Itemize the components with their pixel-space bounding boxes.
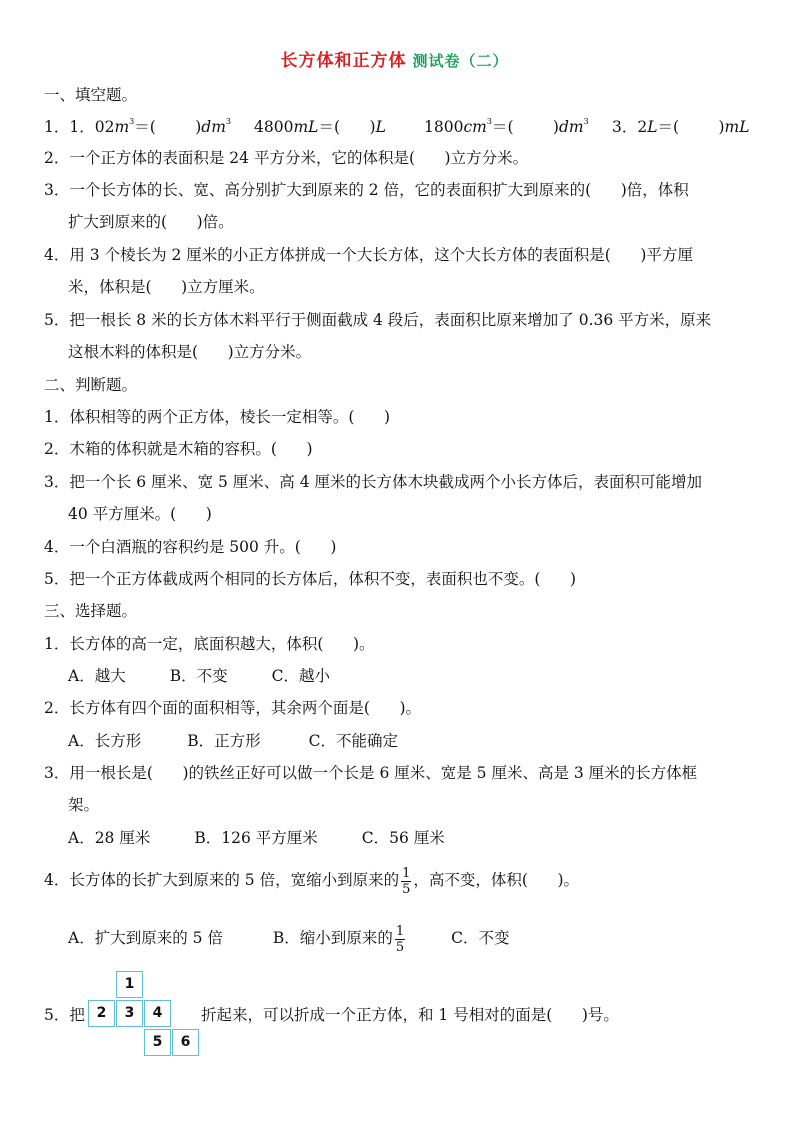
net-face-3: 3: [116, 1000, 143, 1027]
choice-q4: [44, 862, 579, 898]
fill-q4-line1: 4．用 3 个棱长为 2 厘米的小正方体拼成一个大长方体，这个大长方体的表面积是( )平方厘: [44, 246, 693, 264]
fill-q1-num: 1．: [44, 118, 70, 136]
page-title: [0, 46, 789, 71]
section-fill-heading: 一、填空题。: [44, 86, 138, 104]
fraction-numerator: 1: [402, 865, 411, 881]
fill-q1-d-group: [612, 117, 750, 137]
fill-q1-c-group: [424, 117, 589, 137]
fraction-one-fifth-option: [395, 924, 405, 955]
fill-q1-b-mid: ＝( ): [318, 118, 376, 136]
choice-q2-options: [68, 731, 398, 751]
choice-q1-opt-b: B．不变: [169, 667, 228, 685]
fill-q1-d-mid: ＝( ): [657, 118, 725, 136]
choice-q2-opt-c: C．不能确定: [308, 732, 398, 750]
judge-q5: 5．把一个正方体截成两个相同的长方体后，体积不变，表面积也不变。( ): [44, 570, 577, 588]
fill-q1-b-unit: mL: [293, 118, 319, 136]
fill-q1-a-mid: ＝( ): [134, 118, 202, 136]
fill-q3-line1: 3．一个长方体的长、宽、高分别扩大到原来的 2 倍，它的表面积扩大到原来的( )倍，体积: [44, 181, 689, 199]
title-sub: 测试卷（二）: [412, 52, 509, 70]
choice-q1-options: [68, 666, 330, 686]
choice-q4-options: [68, 920, 509, 956]
fill-q5-line1: 5．把一根长 8 米的长方体木料平行于侧面截成 4 段后，表面积比原来增加了 0.36 平方米，原来: [44, 311, 712, 329]
choice-q5-post: 折起来，可以折成一个正方体，和 1 号相对的面是( )号。: [201, 1006, 619, 1024]
choice-q4-pre: 4．长方体的长扩大到原来的 5 倍，宽缩小到原来的: [44, 871, 400, 889]
judge-q2: 2．木箱的体积就是木箱的容积。( ): [44, 440, 313, 458]
fill-q1-a-exp: 3: [129, 117, 135, 126]
fill-q1-d-unit2: mL: [724, 118, 750, 136]
fill-q1-c-unit2: dm: [558, 118, 584, 136]
choice-q4-opt-c: C．不变: [451, 929, 510, 947]
section-choice-heading: 三、选择题。: [44, 602, 138, 620]
fill-q1-c-exp: 3: [486, 117, 492, 126]
fill-q5-line2: 这根木料的体积是( )立方分米。: [68, 343, 312, 361]
choice-q5-pre: 5．把: [44, 1006, 85, 1024]
choice-q2: 2．长方体有四个面的面积相等，其余两个面是( )。: [44, 699, 422, 717]
choice-q3-opt-b: B．126 平方厘米: [194, 829, 318, 847]
fill-q3-line2: 扩大到原来的( )倍。: [68, 213, 234, 231]
fill-q4-line2: 米，体积是( )立方厘米。: [68, 278, 265, 296]
net-face-4: 4: [144, 1000, 171, 1027]
fill-q1-a-unit: m: [114, 118, 130, 136]
net-face-2: 2: [88, 1000, 115, 1027]
fill-q1-d: 3．2: [612, 118, 648, 136]
fill-q1-b-group: [254, 117, 386, 137]
fill-q1-a-exp2: 3: [225, 117, 231, 126]
fill-q1-d-unit: L: [647, 118, 658, 136]
section-judge-heading: 二、判断题。: [44, 376, 138, 394]
net-face-5: 5: [144, 1029, 171, 1056]
fill-q2: 2．一个正方体的表面积是 24 平方分米，它的体积是( )立方分米。: [44, 149, 529, 167]
judge-q4: 4．一个白酒瓶的容积约是 500 升。( ): [44, 538, 337, 556]
choice-q4-opt-b-pre: B．缩小到原来的: [272, 929, 393, 947]
choice-q4-opt-a: A．扩大到原来的 5 倍: [68, 929, 223, 947]
fill-q1-c-mid: ＝( ): [491, 118, 559, 136]
judge-q3-line1: 3．把一个长 6 厘米、宽 5 厘米、高 4 厘米的长方体木块截成两个小长方体后，表面积可能增加: [44, 473, 703, 491]
judge-q1: 1．体积相等的两个正方体，棱长一定相等。( ): [44, 408, 391, 426]
net-face-1: 1: [116, 971, 143, 998]
choice-q3-line1: 3．用一根长是( )的铁丝正好可以做一个长是 6 厘米、宽是 5 厘米、高是 3 厘米的长方体框: [44, 764, 698, 782]
fill-q1-c: 1800: [424, 118, 464, 136]
fill-q1-c-unit: cm: [463, 118, 487, 136]
net-face-6: 6: [172, 1029, 199, 1056]
fill-q1-a: 1．02: [69, 118, 115, 136]
choice-q4-post: ，高不变，体积( )。: [413, 871, 580, 889]
choice-q3-options: [68, 828, 445, 848]
judge-q3-line2: 40 平方厘米。( ): [68, 505, 212, 523]
choice-q3-opt-a: A．28 厘米: [68, 829, 151, 847]
choice-q2-opt-b: B．正方形: [187, 732, 261, 750]
fill-q1-a-unit2: dm: [201, 118, 226, 136]
choice-q1-opt-a: A．越大: [68, 667, 126, 685]
fill-q1-b-unit2: L: [375, 118, 386, 136]
title-main: 长方体和正方体: [280, 51, 407, 71]
fill-q1-c-exp2: 3: [583, 117, 589, 126]
fraction-denominator: 5: [402, 881, 411, 897]
fill-q1-b: 4800: [254, 118, 294, 136]
choice-q1-opt-c: C．越小: [271, 667, 330, 685]
choice-q2-opt-a: A．长方形: [68, 732, 142, 750]
fraction-one-fifth: [401, 866, 411, 897]
fill-q1: [44, 117, 231, 137]
choice-q3-line2: 架。: [68, 796, 100, 814]
fraction-numerator: 1: [395, 923, 405, 939]
choice-q1: 1．长方体的高一定，底面积越大，体积( )。: [44, 635, 375, 653]
choice-q3-opt-c: C．56 厘米: [361, 829, 445, 847]
fraction-denominator: 5: [395, 939, 405, 955]
